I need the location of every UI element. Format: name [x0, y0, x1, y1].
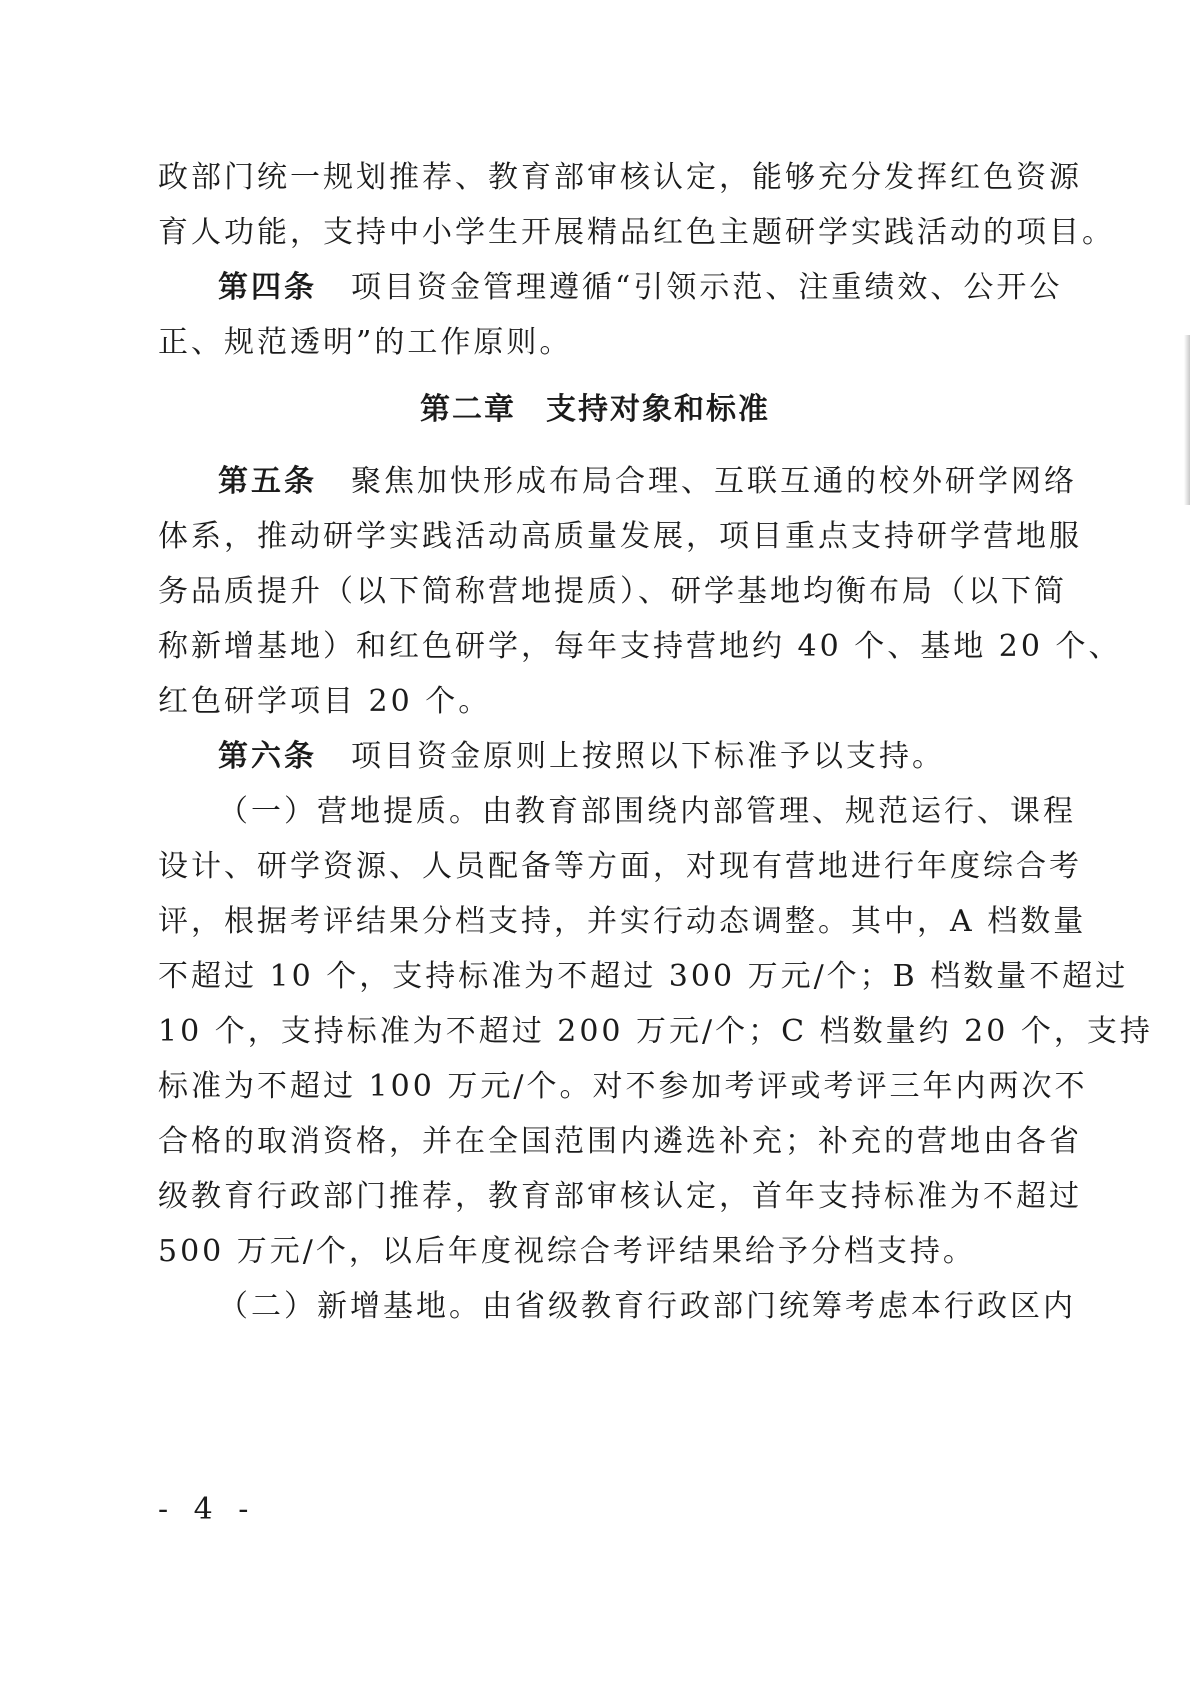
article-6-line — [218, 737, 1118, 777]
article-4-text: 项目资金管理遵循“引领示范、注重绩效、公开公 — [351, 270, 1063, 305]
text-line: 级教育行政部门推荐，教育部审核认定，首年支持标准为不超过 — [158, 1179, 1082, 1214]
text-line: 体系，推动研学实践活动高质量发展，项目重点支持研学营地服 — [158, 519, 1082, 554]
text-line: 500 万元/个，以后年度视综合考评结果给予分档支持。 — [158, 1234, 976, 1269]
text-line: （一）营地提质。由教育部围绕内部管理、规范运行、课程 — [218, 794, 1076, 829]
text-line: 称新增基地）和红色研学，每年支持营地约 40 个、基地 20 个、 — [158, 629, 1122, 664]
text-line: 合格的取消资格，并在全国范围内遴选补充；补充的营地由各省 — [158, 1124, 1082, 1159]
article-4-line — [218, 268, 1118, 308]
text-line: 标准为不超过 100 万元/个。对不参加考评或考评三年内两次不 — [158, 1069, 1088, 1104]
scan-edge-shadow — [1184, 335, 1190, 505]
article-5-label: 第五条 — [218, 464, 317, 499]
text-line: 务品质提升（以下简称营地提质）、研学基地均衡布局（以下简 — [158, 574, 1067, 609]
text-line: 政部门统一规划推荐、教育部审核认定，能够充分发挥红色资源 — [158, 160, 1082, 195]
page-number: - 4 - — [158, 1492, 257, 1527]
chapter-title: 支持对象和标准 — [546, 392, 770, 427]
text-line: 育人功能，支持中小学生开展精品红色主题研学实践活动的项目。 — [158, 215, 1115, 250]
text-line: 不超过 10 个，支持标准为不超过 300 万元/个；B 档数量不超过 — [158, 959, 1129, 994]
article-4-label: 第四条 — [218, 270, 317, 305]
text-line: 正、规范透明”的工作原则。 — [158, 325, 573, 360]
text-line: 评，根据考评结果分档支持，并实行动态调整。其中，A 档数量 — [158, 904, 1087, 939]
article-6-label: 第六条 — [218, 739, 317, 774]
chapter-heading — [0, 390, 1190, 430]
text-line: 红色研学项目 20 个。 — [158, 684, 492, 719]
article-5-text: 聚焦加快形成布局合理、互联互通的校外研学网络 — [351, 464, 1077, 499]
article-6-text: 项目资金原则上按照以下标准予以支持。 — [351, 739, 945, 774]
text-line: 10 个，支持标准为不超过 200 万元/个；C 档数量约 20 个，支持 — [158, 1014, 1153, 1049]
article-5-line — [218, 462, 1118, 502]
text-line: 设计、研学资源、人员配备等方面，对现有营地进行年度综合考 — [158, 849, 1082, 884]
text-line: （二）新增基地。由省级教育行政部门统筹考虑本行政区内 — [218, 1289, 1076, 1324]
chapter-number: 第二章 — [420, 392, 516, 427]
